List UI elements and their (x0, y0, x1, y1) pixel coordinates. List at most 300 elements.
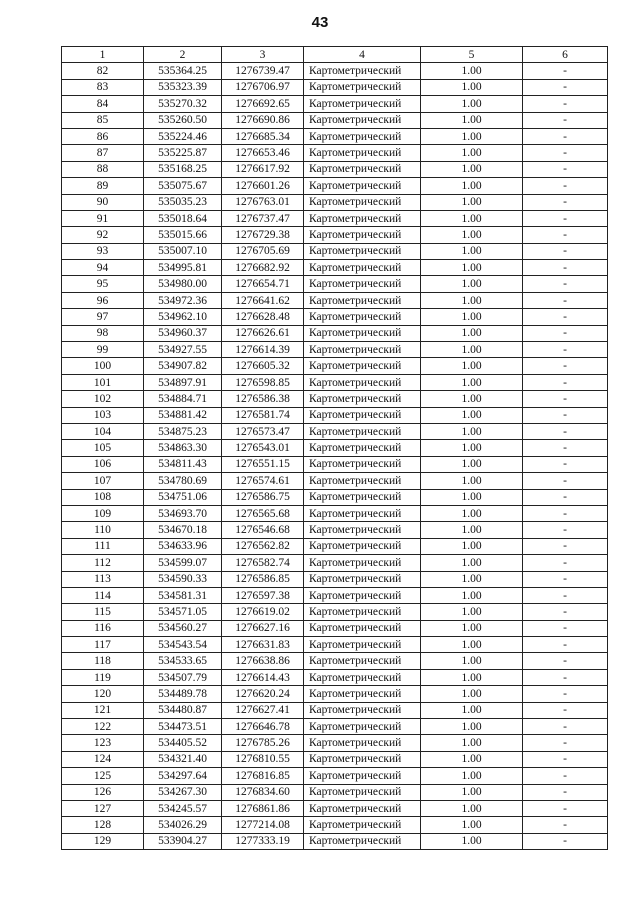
precision-cell: 1.00 (421, 178, 523, 194)
precision-cell: 1.00 (421, 243, 523, 259)
y-coordinate-cell: 1276682.92 (222, 260, 304, 276)
note-cell: - (523, 505, 608, 521)
method-cell: Картометрический (304, 833, 421, 849)
y-coordinate-cell: 1276810.55 (222, 751, 304, 767)
y-coordinate-cell: 1276551.15 (222, 456, 304, 472)
precision-cell: 1.00 (421, 587, 523, 603)
precision-cell: 1.00 (421, 423, 523, 439)
precision-cell: 1.00 (421, 63, 523, 79)
method-cell: Картометрический (304, 620, 421, 636)
note-cell: - (523, 112, 608, 128)
method-cell: Картометрический (304, 817, 421, 833)
y-coordinate-cell: 1276586.85 (222, 571, 304, 587)
method-cell: Картометрический (304, 391, 421, 407)
x-coordinate-cell: 533904.27 (144, 833, 222, 849)
x-coordinate-cell: 534267.30 (144, 784, 222, 800)
table-row (62, 686, 608, 702)
precision-cell: 1.00 (421, 538, 523, 554)
table-row (62, 817, 608, 833)
y-coordinate-cell: 1276705.69 (222, 243, 304, 259)
precision-cell: 1.00 (421, 210, 523, 226)
x-coordinate-cell: 534907.82 (144, 358, 222, 374)
note-cell: - (523, 719, 608, 735)
y-coordinate-cell: 1276543.01 (222, 440, 304, 456)
y-coordinate-cell: 1276617.92 (222, 161, 304, 177)
table-row (62, 702, 608, 718)
note-cell: - (523, 276, 608, 292)
x-coordinate-cell: 534297.64 (144, 768, 222, 784)
note-cell: - (523, 243, 608, 259)
method-cell: Картометрический (304, 374, 421, 390)
method-cell: Картометрический (304, 686, 421, 702)
method-cell: Картометрический (304, 407, 421, 423)
table-row (62, 260, 608, 276)
precision-cell: 1.00 (421, 358, 523, 374)
y-coordinate-cell: 1276614.43 (222, 669, 304, 685)
y-coordinate-cell: 1276646.78 (222, 719, 304, 735)
point-number-cell: 91 (62, 210, 144, 226)
x-coordinate-cell: 534599.07 (144, 555, 222, 571)
y-coordinate-cell: 1276619.02 (222, 604, 304, 620)
precision-cell: 1.00 (421, 473, 523, 489)
method-cell: Картометрический (304, 702, 421, 718)
precision-cell: 1.00 (421, 407, 523, 423)
precision-cell: 1.00 (421, 325, 523, 341)
table-row (62, 79, 608, 95)
x-coordinate-cell: 534980.00 (144, 276, 222, 292)
point-number-cell: 119 (62, 669, 144, 685)
precision-cell: 1.00 (421, 522, 523, 538)
x-coordinate-cell: 534533.65 (144, 653, 222, 669)
point-number-cell: 123 (62, 735, 144, 751)
precision-cell: 1.00 (421, 571, 523, 587)
point-number-cell: 121 (62, 702, 144, 718)
point-number-cell: 115 (62, 604, 144, 620)
precision-cell: 1.00 (421, 505, 523, 521)
table-row (62, 653, 608, 669)
x-coordinate-cell: 534560.27 (144, 620, 222, 636)
note-cell: - (523, 604, 608, 620)
x-coordinate-cell: 535075.67 (144, 178, 222, 194)
point-number-cell: 109 (62, 505, 144, 521)
point-number-cell: 127 (62, 800, 144, 816)
note-cell: - (523, 374, 608, 390)
y-coordinate-cell: 1276690.86 (222, 112, 304, 128)
table-row (62, 833, 608, 849)
y-coordinate-cell: 1276562.82 (222, 538, 304, 554)
method-cell: Картометрический (304, 423, 421, 439)
point-number-cell: 94 (62, 260, 144, 276)
method-cell: Картометрический (304, 440, 421, 456)
point-number-cell: 98 (62, 325, 144, 341)
note-cell: - (523, 686, 608, 702)
point-number-cell: 102 (62, 391, 144, 407)
note-cell: - (523, 227, 608, 243)
table-row (62, 489, 608, 505)
x-coordinate-cell: 534026.29 (144, 817, 222, 833)
method-cell: Картометрический (304, 604, 421, 620)
note-cell: - (523, 620, 608, 636)
y-coordinate-cell: 1276586.75 (222, 489, 304, 505)
precision-cell: 1.00 (421, 79, 523, 95)
y-coordinate-cell: 1276620.24 (222, 686, 304, 702)
precision-cell: 1.00 (421, 292, 523, 308)
precision-cell: 1.00 (421, 96, 523, 112)
x-coordinate-cell: 535035.23 (144, 194, 222, 210)
note-cell: - (523, 555, 608, 571)
table-row (62, 391, 608, 407)
point-number-cell: 95 (62, 276, 144, 292)
method-cell: Картометрический (304, 276, 421, 292)
table-row (62, 637, 608, 653)
x-coordinate-cell: 534321.40 (144, 751, 222, 767)
point-number-cell: 129 (62, 833, 144, 849)
precision-cell: 1.00 (421, 440, 523, 456)
precision-cell: 1.00 (421, 489, 523, 505)
method-cell: Картометрический (304, 128, 421, 144)
point-number-cell: 92 (62, 227, 144, 243)
method-cell: Картометрический (304, 571, 421, 587)
point-number-cell: 118 (62, 653, 144, 669)
method-cell: Картометрический (304, 719, 421, 735)
precision-cell: 1.00 (421, 391, 523, 407)
table-row (62, 96, 608, 112)
x-coordinate-cell: 535224.46 (144, 128, 222, 144)
point-number-cell: 122 (62, 719, 144, 735)
point-number-cell: 117 (62, 637, 144, 653)
point-number-cell: 124 (62, 751, 144, 767)
table-row (62, 751, 608, 767)
y-coordinate-cell: 1276641.62 (222, 292, 304, 308)
method-cell: Картометрический (304, 358, 421, 374)
note-cell: - (523, 440, 608, 456)
table-row (62, 194, 608, 210)
table-body (62, 63, 608, 850)
precision-cell: 1.00 (421, 800, 523, 816)
note-cell: - (523, 817, 608, 833)
y-coordinate-cell: 1276692.65 (222, 96, 304, 112)
note-cell: - (523, 178, 608, 194)
note-cell: - (523, 260, 608, 276)
table-row (62, 669, 608, 685)
note-cell: - (523, 702, 608, 718)
table-row (62, 604, 608, 620)
point-number-cell: 85 (62, 112, 144, 128)
method-cell: Картометрический (304, 522, 421, 538)
y-coordinate-cell: 1276565.68 (222, 505, 304, 521)
precision-cell: 1.00 (421, 456, 523, 472)
x-coordinate-cell: 534693.70 (144, 505, 222, 521)
precision-cell: 1.00 (421, 637, 523, 653)
point-number-cell: 104 (62, 423, 144, 439)
y-coordinate-cell: 1277214.08 (222, 817, 304, 833)
x-coordinate-cell: 535270.32 (144, 96, 222, 112)
precision-cell: 1.00 (421, 604, 523, 620)
column-header: 3 (222, 47, 304, 63)
table-row (62, 374, 608, 390)
y-coordinate-cell: 1276573.47 (222, 423, 304, 439)
point-number-cell: 89 (62, 178, 144, 194)
point-number-cell: 108 (62, 489, 144, 505)
x-coordinate-cell: 534245.57 (144, 800, 222, 816)
note-cell: - (523, 423, 608, 439)
y-coordinate-cell: 1277333.19 (222, 833, 304, 849)
note-cell: - (523, 653, 608, 669)
note-cell: - (523, 309, 608, 325)
point-number-cell: 105 (62, 440, 144, 456)
y-coordinate-cell: 1276631.83 (222, 637, 304, 653)
note-cell: - (523, 194, 608, 210)
x-coordinate-cell: 534972.36 (144, 292, 222, 308)
x-coordinate-cell: 534581.31 (144, 587, 222, 603)
table-row (62, 161, 608, 177)
method-cell: Картометрический (304, 63, 421, 79)
y-coordinate-cell: 1276739.47 (222, 63, 304, 79)
table-row (62, 735, 608, 751)
y-coordinate-cell: 1276785.26 (222, 735, 304, 751)
table-row (62, 571, 608, 587)
table-row (62, 473, 608, 489)
x-coordinate-cell: 534884.71 (144, 391, 222, 407)
x-coordinate-cell: 534863.30 (144, 440, 222, 456)
method-cell: Картометрический (304, 800, 421, 816)
y-coordinate-cell: 1276581.74 (222, 407, 304, 423)
note-cell: - (523, 391, 608, 407)
note-cell: - (523, 63, 608, 79)
x-coordinate-cell: 534571.05 (144, 604, 222, 620)
precision-cell: 1.00 (421, 702, 523, 718)
x-coordinate-cell: 535225.87 (144, 145, 222, 161)
x-coordinate-cell: 534590.33 (144, 571, 222, 587)
point-number-cell: 90 (62, 194, 144, 210)
y-coordinate-cell: 1276546.68 (222, 522, 304, 538)
method-cell: Картометрический (304, 260, 421, 276)
point-number-cell: 114 (62, 587, 144, 603)
table-row (62, 620, 608, 636)
x-coordinate-cell: 535007.10 (144, 243, 222, 259)
note-cell: - (523, 669, 608, 685)
table-row (62, 227, 608, 243)
note-cell: - (523, 79, 608, 95)
x-coordinate-cell: 534489.78 (144, 686, 222, 702)
precision-cell: 1.00 (421, 342, 523, 358)
method-cell: Картометрический (304, 637, 421, 653)
y-coordinate-cell: 1276763.01 (222, 194, 304, 210)
precision-cell: 1.00 (421, 260, 523, 276)
x-coordinate-cell: 534962.10 (144, 309, 222, 325)
note-cell: - (523, 522, 608, 538)
method-cell: Картометрический (304, 555, 421, 571)
method-cell: Картометрический (304, 161, 421, 177)
table-row (62, 63, 608, 79)
method-cell: Картометрический (304, 325, 421, 341)
x-coordinate-cell: 534473.51 (144, 719, 222, 735)
x-coordinate-cell: 534875.23 (144, 423, 222, 439)
method-cell: Картометрический (304, 210, 421, 226)
column-header: 1 (62, 47, 144, 63)
precision-cell: 1.00 (421, 309, 523, 325)
precision-cell: 1.00 (421, 620, 523, 636)
method-cell: Картометрический (304, 669, 421, 685)
y-coordinate-cell: 1276685.34 (222, 128, 304, 144)
y-coordinate-cell: 1276737.47 (222, 210, 304, 226)
point-number-cell: 97 (62, 309, 144, 325)
table-row (62, 538, 608, 554)
precision-cell: 1.00 (421, 669, 523, 685)
y-coordinate-cell: 1276586.38 (222, 391, 304, 407)
note-cell: - (523, 456, 608, 472)
point-number-cell: 87 (62, 145, 144, 161)
x-coordinate-cell: 534780.69 (144, 473, 222, 489)
point-number-cell: 93 (62, 243, 144, 259)
method-cell: Картометрический (304, 342, 421, 358)
note-cell: - (523, 210, 608, 226)
method-cell: Картометрический (304, 112, 421, 128)
y-coordinate-cell: 1276598.85 (222, 374, 304, 390)
note-cell: - (523, 473, 608, 489)
x-coordinate-cell: 534897.91 (144, 374, 222, 390)
table-row (62, 800, 608, 816)
point-number-cell: 101 (62, 374, 144, 390)
method-cell: Картометрический (304, 309, 421, 325)
x-coordinate-cell: 534507.79 (144, 669, 222, 685)
table-row (62, 407, 608, 423)
note-cell: - (523, 325, 608, 341)
y-coordinate-cell: 1276627.41 (222, 702, 304, 718)
x-coordinate-cell: 535018.64 (144, 210, 222, 226)
method-cell: Картометрический (304, 735, 421, 751)
table-row (62, 178, 608, 194)
point-number-cell: 113 (62, 571, 144, 587)
table-row (62, 276, 608, 292)
y-coordinate-cell: 1276628.48 (222, 309, 304, 325)
point-number-cell: 99 (62, 342, 144, 358)
table-row (62, 112, 608, 128)
y-coordinate-cell: 1276627.16 (222, 620, 304, 636)
precision-cell: 1.00 (421, 128, 523, 144)
note-cell: - (523, 161, 608, 177)
note-cell: - (523, 735, 608, 751)
x-coordinate-cell: 534751.06 (144, 489, 222, 505)
precision-cell: 1.00 (421, 194, 523, 210)
precision-cell: 1.00 (421, 161, 523, 177)
y-coordinate-cell: 1276834.60 (222, 784, 304, 800)
y-coordinate-cell: 1276601.26 (222, 178, 304, 194)
method-cell: Картометрический (304, 145, 421, 161)
point-number-cell: 126 (62, 784, 144, 800)
table-row (62, 128, 608, 144)
note-cell: - (523, 784, 608, 800)
page-number: 43 (311, 14, 329, 31)
method-cell: Картометрический (304, 538, 421, 554)
point-number-cell: 106 (62, 456, 144, 472)
header-row (62, 47, 608, 63)
table-header (62, 47, 608, 63)
precision-cell: 1.00 (421, 751, 523, 767)
note-cell: - (523, 407, 608, 423)
table-row (62, 768, 608, 784)
table-row (62, 522, 608, 538)
method-cell: Картометрический (304, 292, 421, 308)
x-coordinate-cell: 534927.55 (144, 342, 222, 358)
point-number-cell: 82 (62, 63, 144, 79)
y-coordinate-cell: 1276626.61 (222, 325, 304, 341)
table-row (62, 784, 608, 800)
x-coordinate-cell: 534811.43 (144, 456, 222, 472)
note-cell: - (523, 128, 608, 144)
method-cell: Картометрический (304, 587, 421, 603)
precision-cell: 1.00 (421, 227, 523, 243)
method-cell: Картометрический (304, 653, 421, 669)
method-cell: Картометрический (304, 784, 421, 800)
x-coordinate-cell: 535168.25 (144, 161, 222, 177)
point-number-cell: 103 (62, 407, 144, 423)
y-coordinate-cell: 1276582.74 (222, 555, 304, 571)
point-number-cell: 120 (62, 686, 144, 702)
precision-cell: 1.00 (421, 735, 523, 751)
table-row (62, 358, 608, 374)
y-coordinate-cell: 1276597.38 (222, 587, 304, 603)
precision-cell: 1.00 (421, 276, 523, 292)
x-coordinate-cell: 534881.42 (144, 407, 222, 423)
x-coordinate-cell: 534670.18 (144, 522, 222, 538)
y-coordinate-cell: 1276574.61 (222, 473, 304, 489)
x-coordinate-cell: 534480.87 (144, 702, 222, 718)
method-cell: Картометрический (304, 768, 421, 784)
x-coordinate-cell: 535323.39 (144, 79, 222, 95)
point-number-cell: 107 (62, 473, 144, 489)
precision-cell: 1.00 (421, 719, 523, 735)
precision-cell: 1.00 (421, 555, 523, 571)
point-number-cell: 128 (62, 817, 144, 833)
note-cell: - (523, 538, 608, 554)
x-coordinate-cell: 534995.81 (144, 260, 222, 276)
table-row (62, 325, 608, 341)
x-coordinate-cell: 534633.96 (144, 538, 222, 554)
note-cell: - (523, 571, 608, 587)
x-coordinate-cell: 535015.66 (144, 227, 222, 243)
column-header: 4 (304, 47, 421, 63)
point-number-cell: 100 (62, 358, 144, 374)
point-number-cell: 86 (62, 128, 144, 144)
method-cell: Картометрический (304, 194, 421, 210)
precision-cell: 1.00 (421, 145, 523, 161)
y-coordinate-cell: 1276706.97 (222, 79, 304, 95)
precision-cell: 1.00 (421, 112, 523, 128)
note-cell: - (523, 768, 608, 784)
precision-cell: 1.00 (421, 784, 523, 800)
x-coordinate-cell: 534960.37 (144, 325, 222, 341)
column-header: 6 (523, 47, 608, 63)
method-cell: Картометрический (304, 489, 421, 505)
y-coordinate-cell: 1276614.39 (222, 342, 304, 358)
coordinates-table (61, 46, 608, 850)
note-cell: - (523, 751, 608, 767)
table-row (62, 719, 608, 735)
x-coordinate-cell: 535364.25 (144, 63, 222, 79)
method-cell: Картометрический (304, 505, 421, 521)
precision-cell: 1.00 (421, 653, 523, 669)
precision-cell: 1.00 (421, 768, 523, 784)
method-cell: Картометрический (304, 227, 421, 243)
table-row (62, 309, 608, 325)
y-coordinate-cell: 1276653.46 (222, 145, 304, 161)
table-row (62, 145, 608, 161)
method-cell: Картометрический (304, 751, 421, 767)
note-cell: - (523, 587, 608, 603)
x-coordinate-cell: 534543.54 (144, 637, 222, 653)
y-coordinate-cell: 1276638.86 (222, 653, 304, 669)
